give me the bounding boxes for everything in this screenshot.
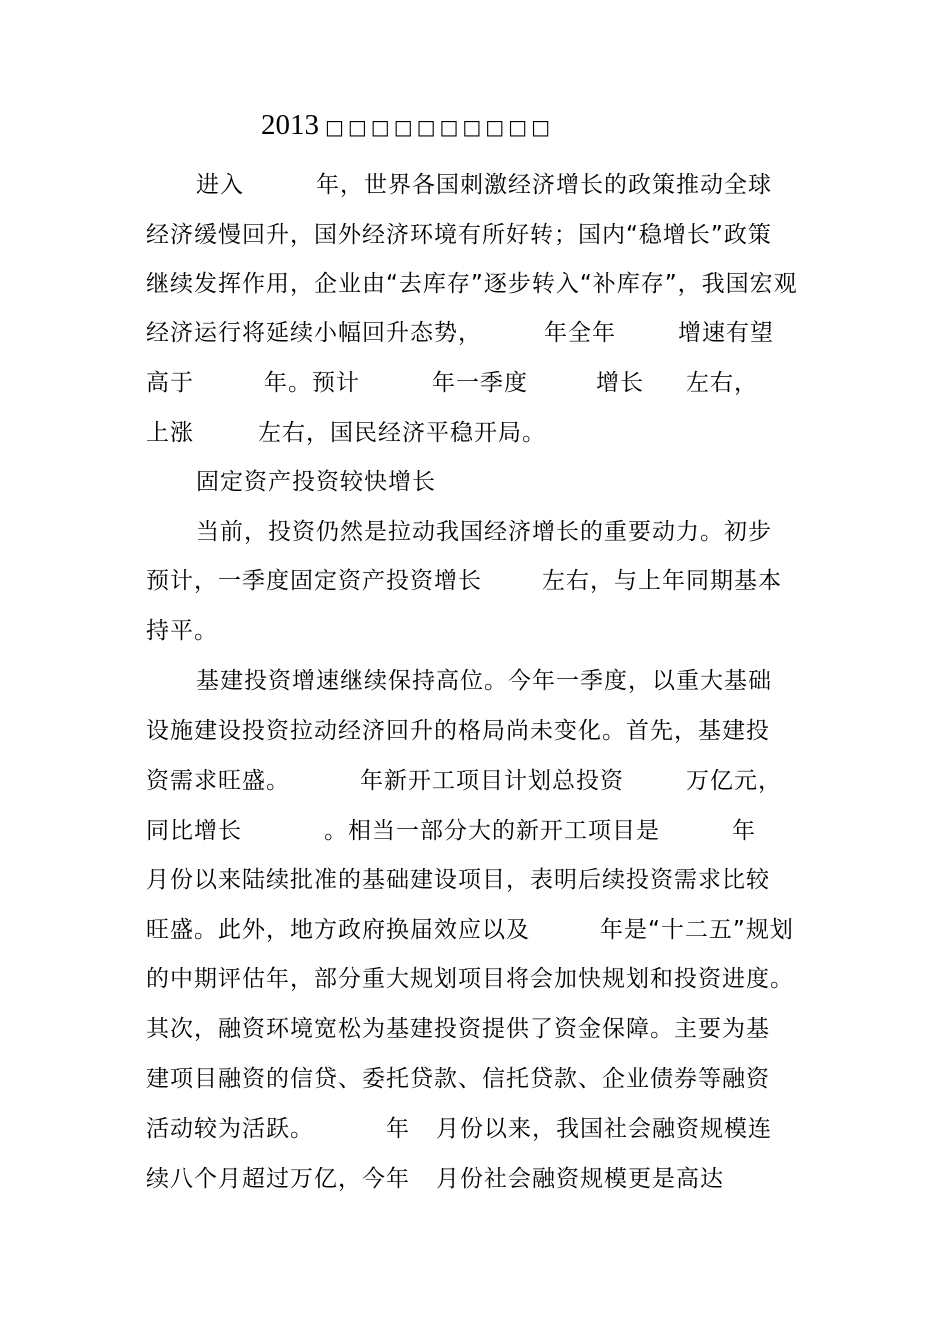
text-line: 经济缓慢回升，国外经济环境有所好转；国内“稳增长”政策 xyxy=(146,222,772,248)
title-missing-glyphs: □□□□□□□□□□ xyxy=(325,115,554,139)
text-line: 上涨 左右，国民经济平稳开局。 xyxy=(146,420,546,446)
text-line: 预计，一季度固定资产投资增长 左右，与上年同期基本 xyxy=(146,568,782,594)
text-line: 进入 年，世界各国刺激经济增长的政策推动全球 xyxy=(196,172,772,198)
section-heading: 固定资产投资较快增长 xyxy=(196,469,436,495)
title-year: 2013 xyxy=(261,109,319,141)
text-line: 续八个月超过万亿，今年 月份社会融资规模更是高达 xyxy=(146,1166,724,1192)
text-line: 旺盛。此外，地方政府换届效应以及 年是“十二五”规划 xyxy=(146,917,794,943)
text-line: 建项目融资的信贷、委托贷款、信托贷款、企业债券等融资 xyxy=(146,1066,770,1092)
text-line: 资需求旺盛。 年新开工项目计划总投资 万亿元， xyxy=(146,768,782,794)
text-line: 其次，融资环境宽松为基建投资提供了资金保障。主要为基 xyxy=(146,1016,770,1042)
text-line: 持平。 xyxy=(146,618,218,644)
text-line: 经济运行将延续小幅回升态势， 年全年 增速有望 xyxy=(146,320,774,346)
text-line: 继续发挥作用，企业由“去库存”逐步转入“补库存”，我国宏观 xyxy=(146,271,798,297)
text-line: 高于 年。预计 年一季度 增长 左右， xyxy=(146,370,758,396)
text-line: 基建投资增速继续保持高位。今年一季度，以重大基础 xyxy=(196,668,772,694)
text-line: 当前，投资仍然是拉动我国经济增长的重要动力。初步 xyxy=(196,519,772,545)
text-line: 月份以来陆续批准的基础建设项目，表明后续投资需求比较 xyxy=(146,867,770,893)
text-line: 的中期评估年，部分重大规划项目将会加快规划和投资进度。 xyxy=(146,966,794,992)
text-line: 设施建设投资拉动经济回升的格局尚未变化。首先，基建投 xyxy=(146,718,770,744)
document-title xyxy=(261,108,554,144)
text-line: 活动较为活跃。 年 月份以来，我国社会融资规模连 xyxy=(146,1116,772,1142)
text-line: 同比增长 。相当一部分大的新开工项目是 年 xyxy=(146,818,756,844)
